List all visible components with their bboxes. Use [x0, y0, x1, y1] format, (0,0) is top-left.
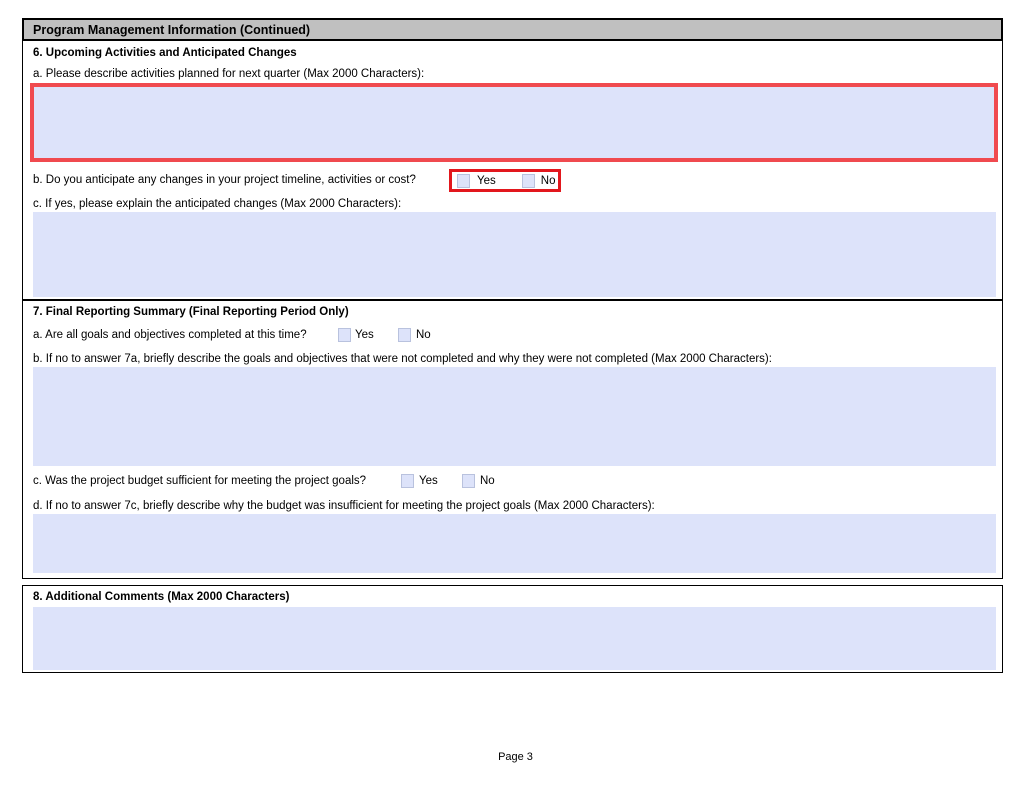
textarea-8-additional-comments[interactable] [33, 607, 996, 670]
section-7-final-reporting-summary [22, 300, 1003, 579]
checkbox-7c-yes-label: Yes [419, 474, 438, 487]
checkbox-6b-no[interactable] [522, 174, 535, 188]
checkbox-7a-yes[interactable] [338, 328, 351, 342]
checkbox-7c-no[interactable] [462, 474, 475, 488]
question-6a-label: a. Please describe activities planned for next quarter (Max 2000 Characters): [33, 68, 425, 80]
page-title: Program Management Information (Continued) [33, 22, 311, 37]
question-6b-label: b. Do you anticipate any changes in your project timeline, activities or cost? [33, 174, 416, 186]
question-7c-label: c. Was the project budget sufficient for meeting the project goals? [33, 474, 367, 487]
checkbox-7a-yes-label: Yes [355, 328, 374, 341]
section-6-upcoming-activities [22, 40, 1003, 300]
checkbox-7a-no-label: No [416, 328, 431, 341]
textarea-6c-anticipated-changes[interactable] [33, 212, 996, 297]
question-6c-label: c. If yes, please explain the anticipated changes (Max 2000 Characters): [33, 198, 402, 210]
section-8-title: 8. Additional Comments (Max 2000 Characters) [33, 591, 290, 603]
page-number: Page 3 [498, 751, 533, 763]
textarea-7b-goals-not-completed[interactable] [33, 367, 996, 466]
checkbox-7c-no-label: No [480, 474, 495, 487]
checkbox-7a-no[interactable] [398, 328, 411, 342]
checkbox-6b-yes[interactable] [457, 174, 470, 188]
checkbox-6b-yes-label: Yes [477, 174, 496, 187]
checkbox-6b-no-label: No [540, 174, 556, 187]
yes-no-group-6b [449, 169, 561, 192]
textarea-6a-activities-next-quarter[interactable] [30, 83, 998, 162]
section-6-title: 6. Upcoming Activities and Anticipated Changes [33, 47, 297, 59]
section-8-additional-comments [22, 585, 1003, 673]
question-7a-label: a. Are all goals and objectives completed at this time? [33, 328, 307, 341]
checkbox-7c-yes[interactable] [401, 474, 414, 488]
question-7b-label: b. If no to answer 7a, briefly describe the goals and objectives that were not completed and why they were not completed (Max 2000 Characters): [33, 352, 772, 365]
question-7d-label: d. If no to answer 7c, briefly describe why the budget was insufficient for meeting the project goals (Max 2000 Characters): [33, 499, 655, 512]
textarea-7d-budget-insufficient[interactable] [33, 514, 996, 573]
form-section-header [22, 18, 1003, 41]
section-7-title: 7. Final Reporting Summary (Final Reporting Period Only) [33, 305, 349, 318]
